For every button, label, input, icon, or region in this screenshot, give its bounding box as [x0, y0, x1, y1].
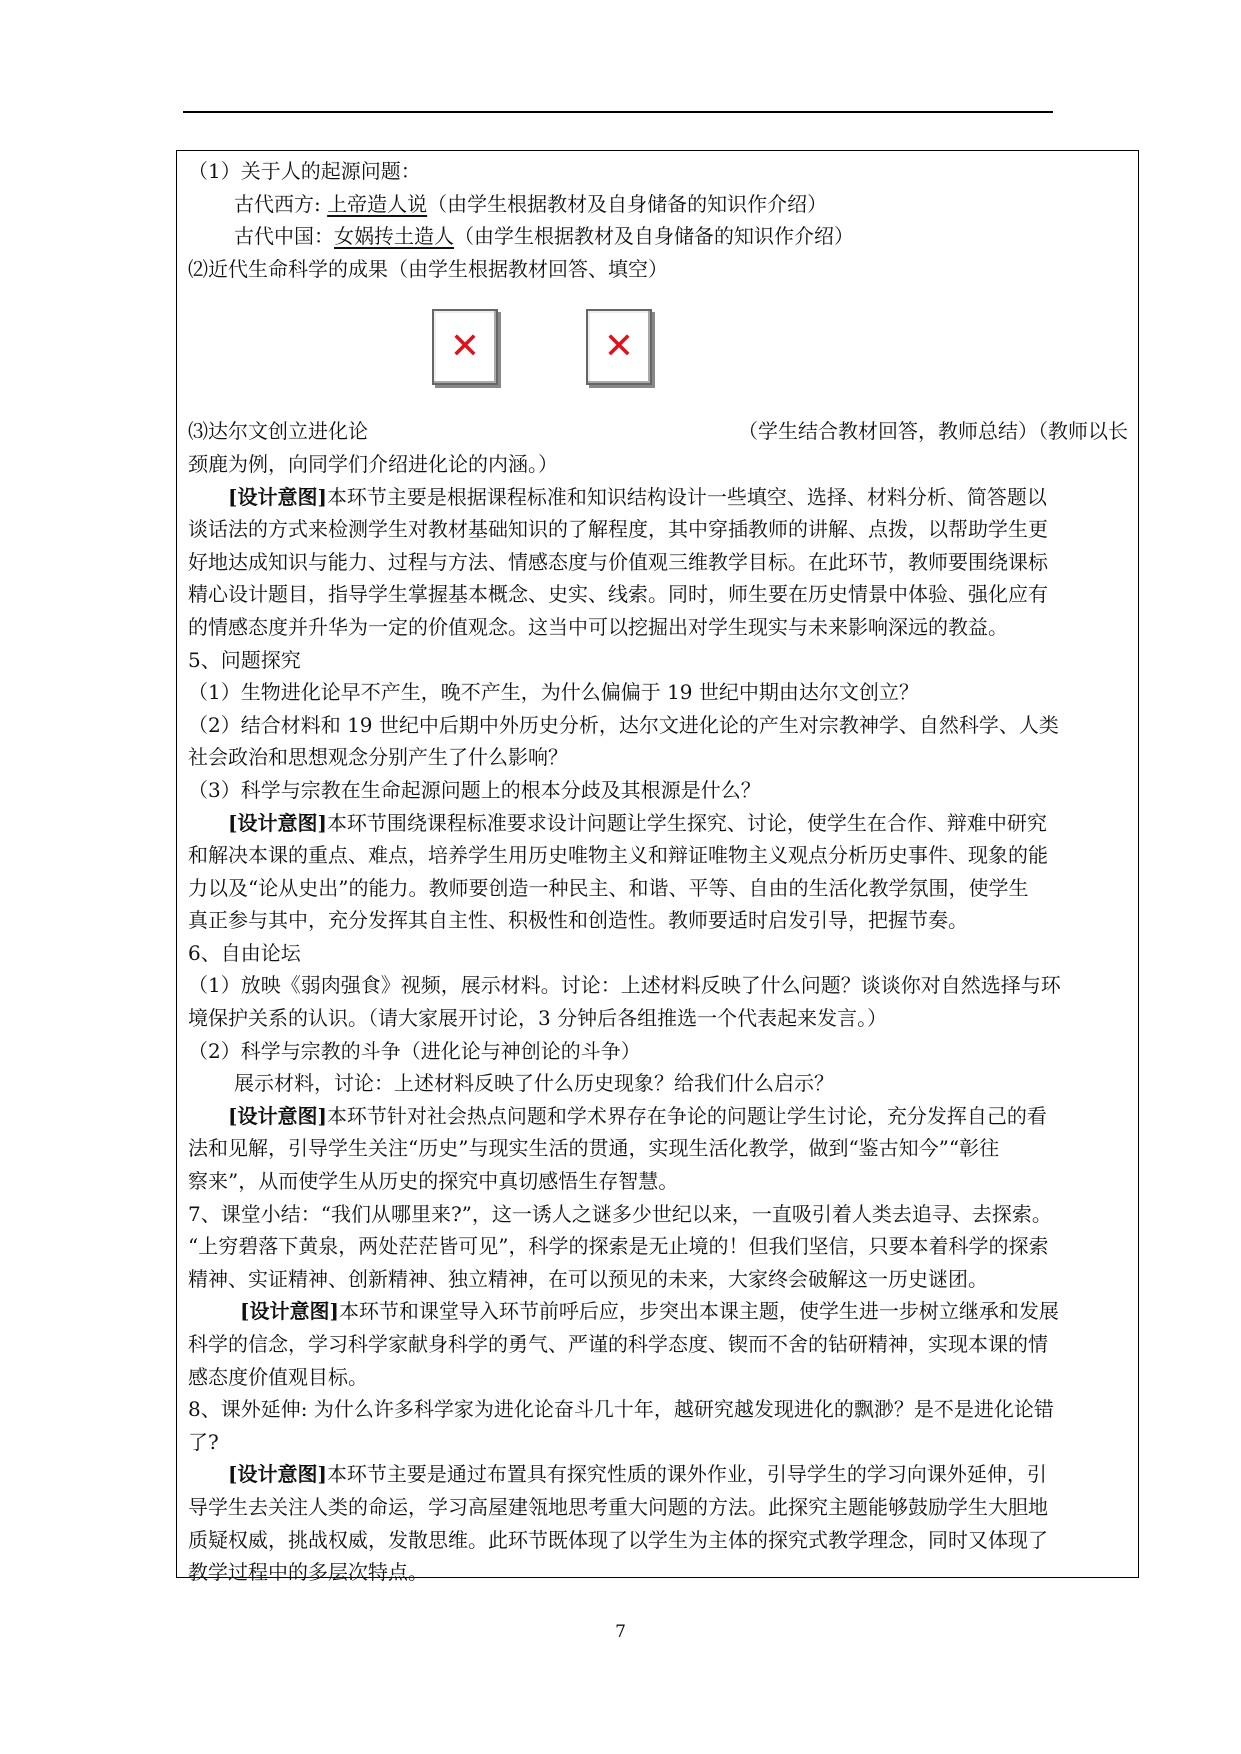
intent2-line4: 真正参与其中，充分发挥其自主性、积极性和创造性。教师要适时启发引导，把握节奏。	[188, 908, 968, 933]
intent5-line2: 导学生去关注人类的命运，学习高屋建瓴地思考重大问题的方法。此探究主题能够鼓励学生大胆地	[188, 1494, 1048, 1519]
intent1-line2: 谈话法的方式来检测学生对教材基础知识的了解程度，其中穿插教师的讲解、点拨，以帮助学生更	[188, 517, 1048, 542]
intent1-line4: 精心设计题目，指导学生掌握基本概念、史实、线索。同时，师生要在历史情景中体验、强化应有	[188, 582, 1048, 607]
intent-label: [设计意图]	[240, 1299, 339, 1324]
section5-q1: （1）生物进化论早不产生，晚不产生，为什么偏偏于 19 世纪中期由达尔文创立？	[188, 680, 919, 705]
intent-label: [设计意图]	[228, 484, 327, 509]
china-origin-line	[188, 220, 1128, 253]
intent2-line2: 和解决本课的重点、难点，培养学生用历史唯物主义和辩证唯物主义观点分析历史事件、现象的能	[188, 843, 1048, 868]
section2-title: ⑵近代生命科学的成果（由学生根据教材回答、填空）	[188, 256, 668, 281]
section3-line	[188, 415, 1128, 448]
west-answer: 上帝造人说	[327, 191, 428, 216]
design-intent-1	[188, 481, 1128, 644]
section1-title: （1）关于人的起源问题：	[188, 159, 421, 183]
section3-left: ⑶达尔文创立进化论	[188, 419, 368, 444]
lesson-table-cell	[176, 150, 1139, 1585]
intent5-line1: 本环节主要是通过布置具有探究性质的课外作业，引导学生的学习向课外延伸，引	[326, 1462, 1047, 1487]
intent4-line2: 科学的信念，学习科学家献身科学的勇气、严谨的科学态度、锲而不舍的钻研精神，实现本课的情	[188, 1332, 1048, 1356]
section8-line1: 8、课外延伸: 为什么许多科学家为进化论奋斗几十年，越研究越发现进化的飘渺？是不是进化论错	[188, 1397, 1054, 1422]
page-number: 7	[615, 1622, 626, 1642]
section8-line2: 了?	[188, 1429, 219, 1454]
intent2-line3: 力以及“论从史出”的能力。教师要创造一种民主、和谐、平等、自由的生活化教学氛围，使学生	[188, 875, 1029, 900]
section5-q3: （3）科学与宗教在生命起源问题上的根本分歧及其根源是什么？	[188, 777, 761, 802]
intent4-line1: 本环节和课堂导入环节前呼后应，步突出本课主题，使学生进一步树立继承和发展	[338, 1299, 1059, 1324]
section6-p1a: （1）放映《弱肉强食》视频，展示材料。讨论：上述材料反映了什么问题？谈谈你对自然选择与环	[188, 973, 1061, 998]
china-note: （由学生根据教材及自身储备的知识作介绍）	[454, 224, 854, 249]
intent5-line4: 教学过程中的多层次特点。	[188, 1560, 428, 1585]
west-note: （由学生根据教材及自身储备的知识作介绍）	[427, 191, 828, 216]
section3-right: （学生结合教材回答，教师总结）（教师以长	[738, 419, 1128, 444]
intent1-line1: 本环节主要是根据课程标准和知识结构设计一些填空、选择、材料分析、简答题以	[326, 484, 1047, 509]
section5-q2a: （2）结合材料和 19 世纪中后期中外历史分析，达尔文进化论的产生对宗教神学、自然科学、人类	[188, 712, 1059, 737]
section6-title: 6、自由论坛	[188, 940, 301, 965]
intent3-line1: 本环节针对社会热点问题和学术界存在争论的问题让学生讨论，充分发挥自己的看	[326, 1103, 1047, 1128]
section6-p2: （2）科学与宗教的斗争（进化论与神创论的斗争）	[188, 1038, 641, 1063]
design-intent-3	[188, 1100, 1128, 1198]
broken-image-icon: ✕	[603, 326, 635, 368]
intent-label: [设计意图]	[228, 810, 327, 835]
image-row	[188, 285, 1128, 415]
intent4-line3: 感态度价值观目标。	[188, 1364, 368, 1389]
section7-line2: “上穷碧落下黄泉，两处茫茫皆可见”，科学的探索是无止境的！但我们坚信，只要本着科学的探索	[188, 1234, 1049, 1259]
intent3-line3: 察来”，从而使学生从历史的探究中真切感悟生存智慧。	[188, 1169, 679, 1194]
section7-line1: 7、课堂小结：“我们从哪里来?”，这一诱人之谜多少世纪以来，一直吸引着人类去追寻、去探索。	[188, 1201, 1052, 1226]
design-intent-5	[188, 1458, 1128, 1588]
china-answer: 女娲抟土造人	[334, 224, 454, 249]
section7-line3: 精神、实证精神、创新精神、独立精神，在可以预见的未来，大家终会破解这一历史谜团。	[188, 1266, 988, 1291]
section6-p2b: 展示材料，讨论：上述材料反映了什么历史现象？给我们什么启示？	[234, 1071, 834, 1096]
intent2-line1: 本环节围绕课程标准要求设计问题让学生探究、讨论，使学生在合作、辩难中研究	[326, 810, 1047, 835]
intent-label: [设计意图]	[228, 1103, 327, 1128]
broken-image-icon: ✕	[449, 326, 481, 368]
design-intent-2	[188, 807, 1128, 937]
broken-image-placeholder	[432, 309, 498, 385]
intent1-line3: 好地达成知识与能力、过程与方法、情感态度与价值观三维教学目标。在此环节，教师要围绕课标	[188, 549, 1048, 574]
west-prefix: 古代西方:	[234, 191, 328, 216]
broken-image-placeholder	[586, 309, 652, 385]
section3-cont: 颈鹿为例，向同学们介绍进化论的内涵。）	[188, 451, 558, 476]
lesson-content	[188, 155, 1128, 1589]
west-origin-line	[188, 188, 1128, 221]
china-prefix: 古代中国：	[234, 224, 334, 249]
intent3-line2: 法和见解，引导学生关注“历史”与现实生活的贯通，实现生活化教学，做到“鉴古知今”“彰往	[188, 1136, 1000, 1161]
section5-q2b: 社会政治和思想观念分别产生了什么影响？	[188, 745, 568, 770]
header-rule	[183, 111, 1053, 113]
intent1-line5: 的情感态度并升华为一定的价值观念。这当中可以挖掘出对学生现实与未来影响深远的教益。	[188, 614, 1008, 639]
design-intent-4	[188, 1295, 1128, 1393]
section5-title: 5、问题探究	[188, 647, 301, 672]
section6-p1b: 境保护关系的认识。（请大家展开讨论，3 分钟后各组推选一个代表起来发言。）	[188, 1006, 888, 1031]
intent-label: [设计意图]	[228, 1462, 327, 1487]
intent5-line3: 质疑权威，挑战权威，发散思维。此环节既体现了以学生为主体的探究式教学理念，同时又体现了	[188, 1527, 1048, 1552]
